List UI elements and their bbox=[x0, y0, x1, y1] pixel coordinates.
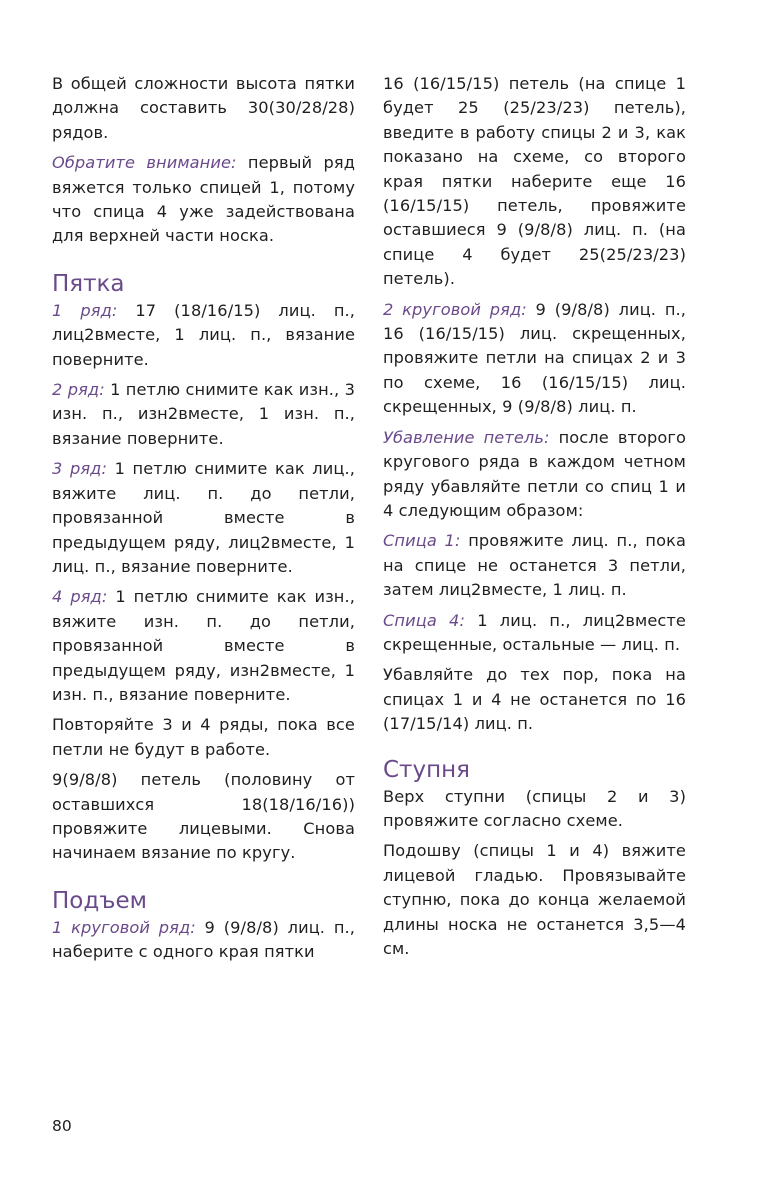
round2-paragraph bbox=[383, 298, 686, 420]
needle1-paragraph bbox=[383, 529, 686, 602]
instep-paragraph: Верх ступни (спицы 2 и 3) провяжите согласно схеме. bbox=[383, 786, 686, 830]
row4-paragraph bbox=[52, 585, 355, 707]
round1-label: 1 круговой ряд: bbox=[52, 917, 196, 937]
right-column bbox=[383, 72, 686, 967]
round1-paragraph bbox=[52, 916, 355, 965]
heading-gusset: Подъем bbox=[52, 887, 148, 914]
sole-paragraph: Подошву (спицы 1 и 4) вяжите лицевой гладью. Провязывайте ступню, пока до конца желаемой длины носка не останется 3,5—4 см. bbox=[383, 841, 686, 958]
note-paragraph bbox=[52, 151, 355, 249]
row4-label: 4 ряд: bbox=[52, 587, 108, 607]
repeat-paragraph: Повторяйте 3 и 4 ряды, пока все петли не будут в работе. bbox=[52, 715, 355, 759]
decrease-until-paragraph: Убавляйте до тех пор, пока на спицах 1 и 4 не останется по 16 (17/15/14) лиц. п. bbox=[383, 665, 686, 734]
decrease-text: после второго кругового ряда в каждом четном ряду убавляйте петли со спиц 1 и 4 следующим образом: bbox=[383, 427, 686, 520]
note-text: первый ряд вяжется только спицей 1, потому что спица 4 уже задействована для верхней части носка. bbox=[52, 153, 355, 246]
round2-label: 2 круговой ряд: bbox=[383, 299, 527, 319]
row3-paragraph bbox=[52, 457, 355, 579]
page-number: 80 bbox=[52, 1117, 72, 1135]
row2-label: 2 ряд: bbox=[52, 380, 105, 400]
heading-foot: Ступня bbox=[383, 756, 470, 783]
decrease-paragraph bbox=[383, 426, 686, 524]
note-label: Обратите внимание: bbox=[52, 153, 237, 173]
decrease-label: Убавление петель: bbox=[383, 427, 550, 447]
half-paragraph: 9(9/8/8) петель (половину от оставшихся 18(18/16/16)) провяжите лицевыми. Снова начинаем вязание по кругу. bbox=[52, 770, 355, 863]
row2-text: 1 петлю снимите как изн., 3 изн. п., изн2вместе, 1 изн. п., вязание поверните. bbox=[52, 380, 355, 448]
round1-text: 9 (9/8/8) лиц. п., наберите с одного края пятки bbox=[52, 917, 355, 962]
row1-paragraph bbox=[52, 299, 355, 372]
needle1-label: Спица 1: bbox=[383, 531, 461, 551]
row1-text: 17 (18/16/15) лиц. п., лиц2вместе, 1 лиц. п., вязание поверните. bbox=[52, 300, 355, 369]
row1-label: 1 ряд: bbox=[52, 300, 118, 320]
needle4-text: 1 лиц. п., лиц2вместе скрещенные, остальные — лиц. п. bbox=[383, 610, 686, 654]
heel-height-paragraph: В общей сложности высота пятки должна составить 30(30/28/28) рядов. bbox=[52, 74, 355, 142]
round2-text: 9 (9/8/8) лиц. п., 16 (16/15/15) лиц. скрещенных, провяжите петли на спицах 2 и 3 по схеме, 16 (16/15/15) лиц. скрещенных, 9 (9/8/8) лиц. п. bbox=[383, 299, 686, 417]
needle4-label: Спица 4: bbox=[383, 610, 465, 630]
row3-label: 3 ряд: bbox=[52, 459, 108, 479]
needle1-text: провяжите лиц. п., пока на спице не останется 3 петли, затем лиц2вместе, 1 лиц. п. bbox=[383, 531, 686, 600]
row4-text: 1 петлю снимите как изн., вяжите изн. п. до петли, провязанной вместе в предыдущем ряду, изн2вместе, 1 изн. п., вязание поверните. bbox=[52, 587, 355, 704]
heading-heel: Пятка bbox=[52, 270, 125, 297]
left-column bbox=[52, 72, 355, 971]
round1-continuation-paragraph: 16 (16/15/15) петель (на спице 1 будет 25 (25/23/23) петель), введите в работу спицы 2 и 3, как показано на схеме, со второго края пятки наберите еще 16 (16/15/15) петель, провяжите оставшиеся 9 (9/8/8) лиц. п. (на спице 4 будет 25(25/23/23) петель). bbox=[383, 74, 686, 289]
needle4-paragraph bbox=[383, 609, 686, 658]
row3-text: 1 петлю снимите как лиц., вяжите лиц. п. до петли, провязанной вместе в предыдущем ряду, лиц2вместе, 1 лиц. п., вязание поверните. bbox=[52, 459, 355, 576]
row2-paragraph bbox=[52, 378, 355, 451]
